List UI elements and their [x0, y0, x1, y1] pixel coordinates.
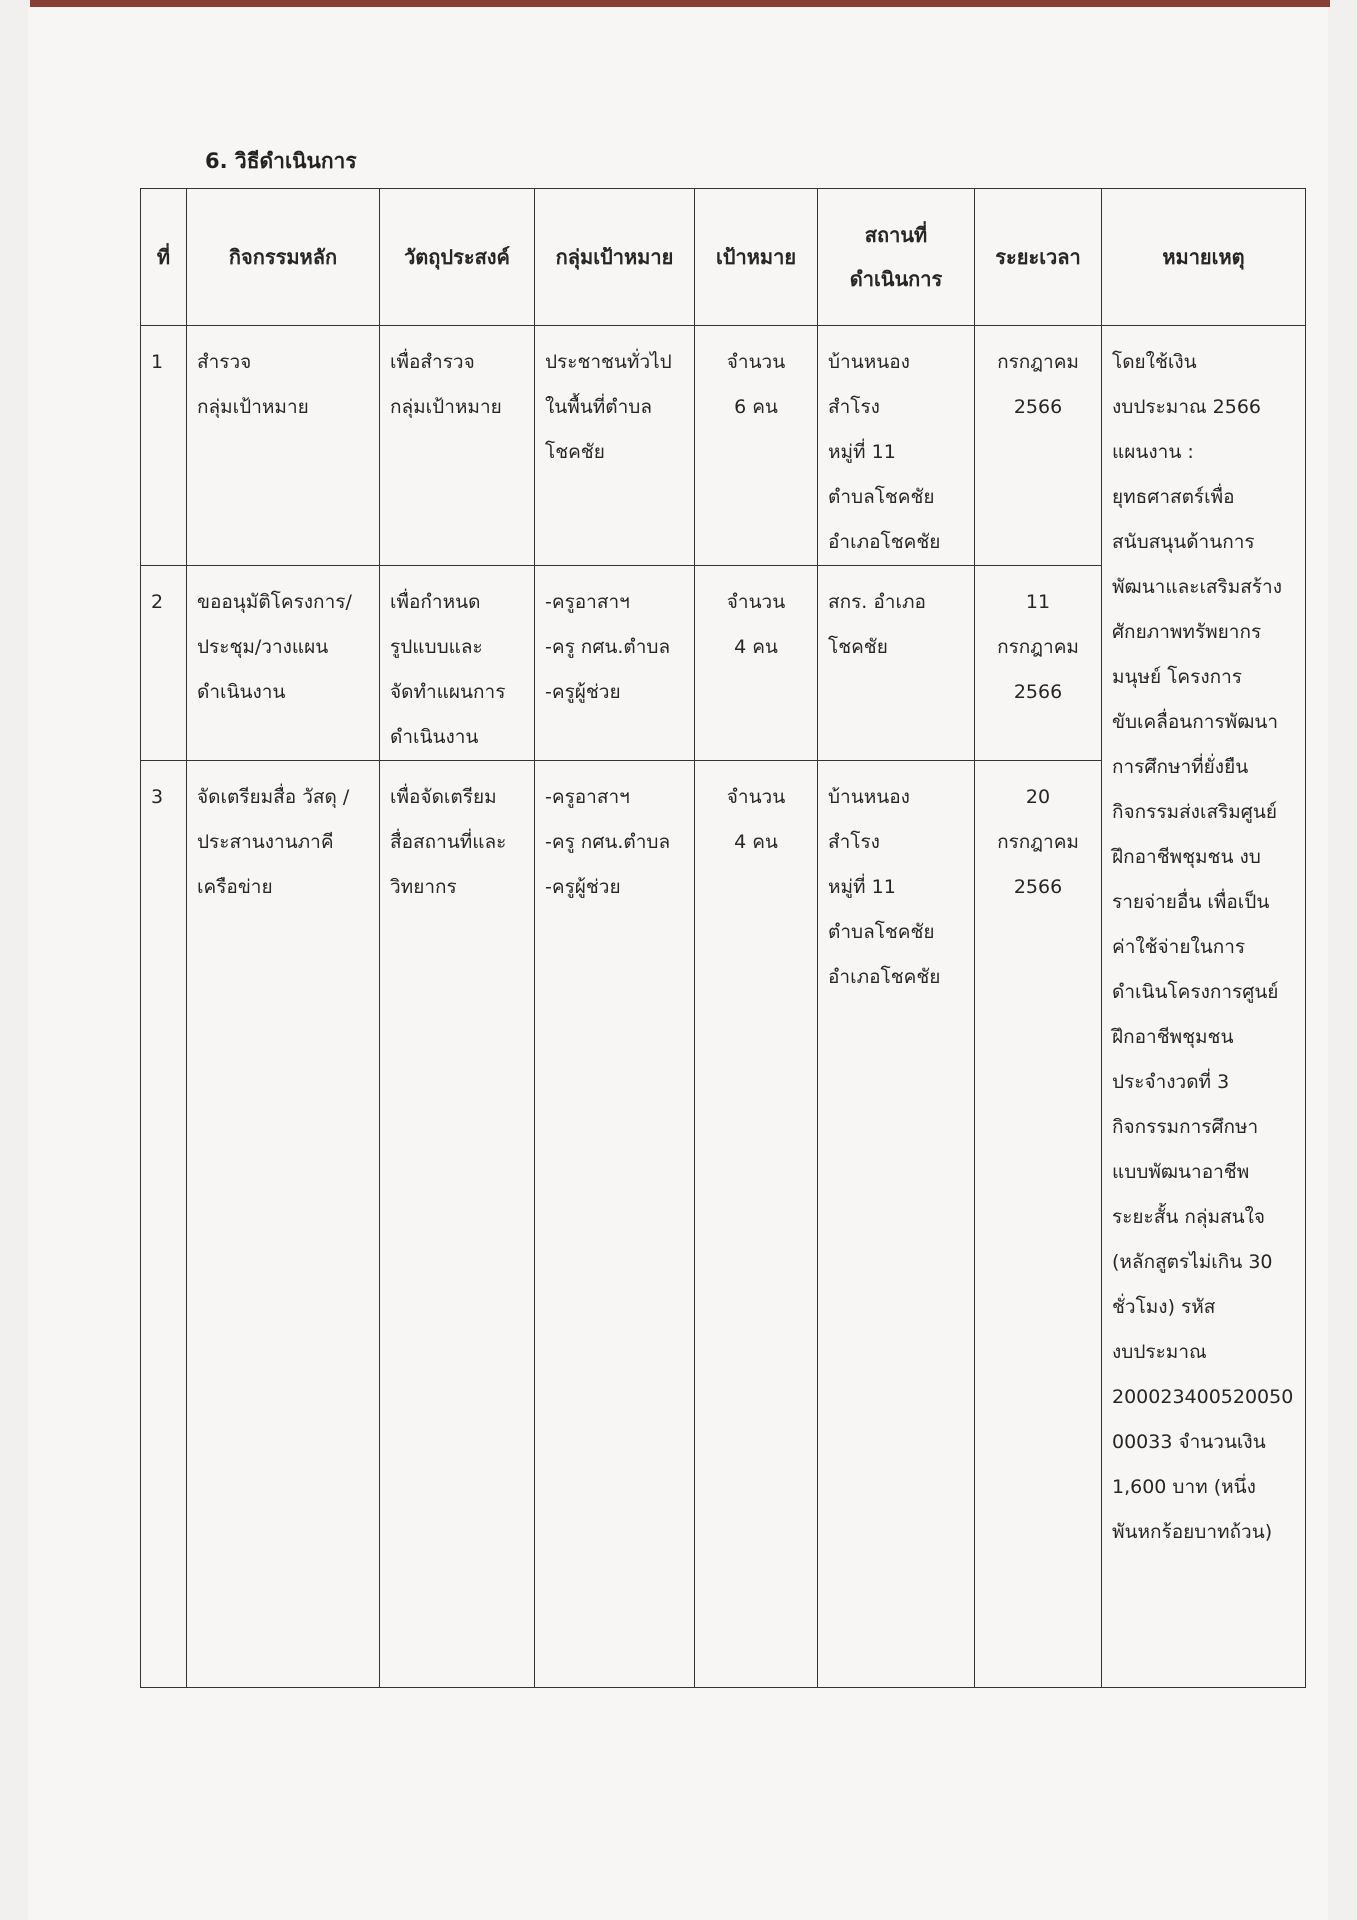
cell-line: ดำเนินงาน	[390, 726, 479, 748]
cell-line: กลุ่มเป้าหมาย	[390, 396, 502, 418]
cell-line: 4 คน	[734, 831, 778, 853]
cell-line: -ครูผู้ช่วย	[545, 876, 621, 898]
header-remarks: หมายเหตุ	[1102, 189, 1306, 326]
cell-line: -ครูอาสาฯ	[545, 786, 630, 808]
header-location	[818, 189, 975, 326]
remarks-line: ยุทธศาสตร์เพื่อ	[1112, 486, 1235, 508]
cell-line: 20	[1025, 786, 1051, 808]
remarks-line: ขับเคลื่อนการพัฒนา	[1112, 711, 1279, 733]
cell-period	[975, 566, 1102, 761]
cell-location	[818, 761, 975, 1688]
cell-line: สำโรง	[828, 831, 880, 853]
remarks-line: งบประมาณ	[1112, 1341, 1207, 1363]
cell-line: กลุ่มเป้าหมาย	[197, 396, 309, 418]
header-location-line: สถานที่	[864, 223, 928, 247]
header-period: ระยะเวลา	[975, 189, 1102, 326]
remarks-line: งบประมาณ 2566	[1112, 396, 1262, 418]
remarks-line: ชั่วโมง) รหัส	[1112, 1296, 1216, 1318]
cell-line: 2566	[1013, 681, 1063, 703]
operation-plan-table	[140, 188, 1306, 1688]
remarks-line: 200023400520050	[1112, 1386, 1294, 1408]
cell-line: จำนวน	[726, 591, 786, 613]
remarks-line: ฝึกอาชีพชุมชน งบ	[1112, 846, 1261, 868]
cell-line: -ครู กศน.ตำบล	[545, 831, 671, 853]
cell-period	[975, 326, 1102, 566]
top-edge-strip	[30, 0, 1330, 7]
cell-line: ตำบลโชคชัย	[828, 921, 935, 943]
remarks-line: แผนงาน :	[1112, 441, 1194, 463]
remarks-line: ดำเนินโครงการศูนย์	[1112, 981, 1279, 1003]
cell-line: รูปแบบและ	[390, 636, 483, 658]
header-objective: วัตถุประสงค์	[380, 189, 535, 326]
cell-line: 2566	[1013, 876, 1063, 898]
cell-line: 6 คน	[734, 396, 778, 418]
cell-target	[695, 566, 818, 761]
cell-line: สำโรง	[828, 396, 880, 418]
header-no: ที่	[141, 189, 187, 326]
cell-target-group	[535, 326, 695, 566]
cell-activity	[187, 326, 380, 566]
remarks-line: มนุษย์ โครงการ	[1112, 666, 1242, 688]
cell-line: กรกฎาคม	[997, 351, 1079, 373]
section-title: 6. วิธีดำเนินการ	[205, 149, 357, 173]
remarks-line: ฝึกอาชีพชุมชน	[1112, 1026, 1234, 1048]
remarks-line: พัฒนาและเสริมสร้าง	[1112, 576, 1283, 598]
cell-line: สื่อสถานที่และ	[390, 831, 507, 853]
cell-period	[975, 761, 1102, 1688]
cell-location	[818, 566, 975, 761]
remarks-line: ค่าใช้จ่ายในการ	[1112, 936, 1246, 958]
cell-line: -ครู กศน.ตำบล	[545, 636, 671, 658]
cell-line: ในพื้นที่ตำบล	[545, 396, 653, 418]
cell-line: บ้านหนอง	[828, 351, 910, 373]
cell-line: กรกฎาคม	[997, 636, 1079, 658]
table-header-row	[141, 189, 1306, 326]
cell-line: ประชาชนทั่วไป	[545, 351, 672, 373]
remarks-line: 1,600 บาท (หนึ่ง	[1112, 1476, 1256, 1498]
cell-line: สกร. อำเภอ	[828, 591, 926, 613]
cell-line: จำนวน	[726, 786, 786, 808]
header-target-group: กลุ่มเป้าหมาย	[535, 189, 695, 326]
header-target: เป้าหมาย	[695, 189, 818, 326]
cell-line: โชคชัย	[828, 636, 888, 658]
cell-remarks	[1102, 326, 1306, 1688]
cell-line: -ครูผู้ช่วย	[545, 681, 621, 703]
cell-location	[818, 326, 975, 566]
remarks-line: กิจกรรมส่งเสริมศูนย์	[1112, 801, 1277, 823]
cell-objective	[380, 566, 535, 761]
cell-target-group	[535, 566, 695, 761]
cell-line: 4 คน	[734, 636, 778, 658]
cell-line: 2566	[1013, 396, 1063, 418]
table-row	[141, 326, 1306, 566]
remarks-line: สนับสนุนด้านการ	[1112, 531, 1255, 553]
header-location-line: ดำเนินการ	[849, 267, 943, 291]
cell-no: 3	[141, 761, 187, 1688]
remarks-line: ระยะสั้น กลุ่มสนใจ	[1112, 1206, 1266, 1228]
remarks-line: (หลักสูตรไม่เกิน 30	[1112, 1251, 1273, 1273]
cell-line: เพื่อจัดเตรียม	[390, 786, 497, 808]
cell-no: 1	[141, 326, 187, 566]
cell-target-group	[535, 761, 695, 1688]
remarks-line: ประจำงวดที่ 3	[1112, 1071, 1230, 1093]
cell-line: เครือข่าย	[197, 876, 273, 898]
cell-line: 11	[1025, 591, 1051, 613]
cell-line: บ้านหนอง	[828, 786, 910, 808]
cell-activity	[187, 761, 380, 1688]
cell-line: ประชุม/วางแผน	[197, 636, 329, 658]
cell-line: โชคชัย	[545, 441, 605, 463]
cell-line: เพื่อสำรวจ	[390, 351, 475, 373]
cell-target	[695, 761, 818, 1688]
cell-line: เพื่อกำหนด	[390, 591, 481, 613]
cell-line: หมู่ที่ 11	[828, 876, 896, 898]
remarks-line: การศึกษาที่ยั่งยืน	[1112, 756, 1249, 778]
cell-line: สำรวจ	[197, 351, 252, 373]
cell-no: 2	[141, 566, 187, 761]
remarks-line: รายจ่ายอื่น เพื่อเป็น	[1112, 891, 1270, 913]
cell-line: ตำบลโชคชัย	[828, 486, 935, 508]
cell-line: ประสานงานภาคี	[197, 831, 334, 853]
cell-line: -ครูอาสาฯ	[545, 591, 630, 613]
cell-target	[695, 326, 818, 566]
cell-line: จัดเตรียมสื่อ วัสดุ /	[197, 786, 350, 808]
cell-activity	[187, 566, 380, 761]
remarks-line: แบบพัฒนาอาชีพ	[1112, 1161, 1250, 1183]
cell-line: กรกฎาคม	[997, 831, 1079, 853]
remarks-line: ศักยภาพทรัพยากร	[1112, 621, 1262, 643]
remarks-line: พันหกร้อยบาทถ้วน)	[1112, 1521, 1273, 1543]
remarks-line: กิจกรรมการศึกษา	[1112, 1116, 1259, 1138]
cell-line: อำเภอโชคชัย	[828, 531, 941, 553]
header-activity: กิจกรรมหลัก	[187, 189, 380, 326]
remarks-line: โดยใช้เงิน	[1112, 351, 1197, 373]
cell-line: ขออนุมัติโครงการ/	[197, 591, 352, 613]
cell-line: จัดทำแผนการ	[390, 681, 506, 703]
cell-objective	[380, 326, 535, 566]
remarks-line: 00033 จำนวนเงิน	[1112, 1431, 1266, 1453]
cell-objective	[380, 761, 535, 1688]
cell-line: จำนวน	[726, 351, 786, 373]
cell-line: ดำเนินงาน	[197, 681, 286, 703]
cell-line: หมู่ที่ 11	[828, 441, 896, 463]
cell-line: อำเภอโชคชัย	[828, 966, 941, 988]
cell-line: วิทยากร	[390, 876, 457, 898]
